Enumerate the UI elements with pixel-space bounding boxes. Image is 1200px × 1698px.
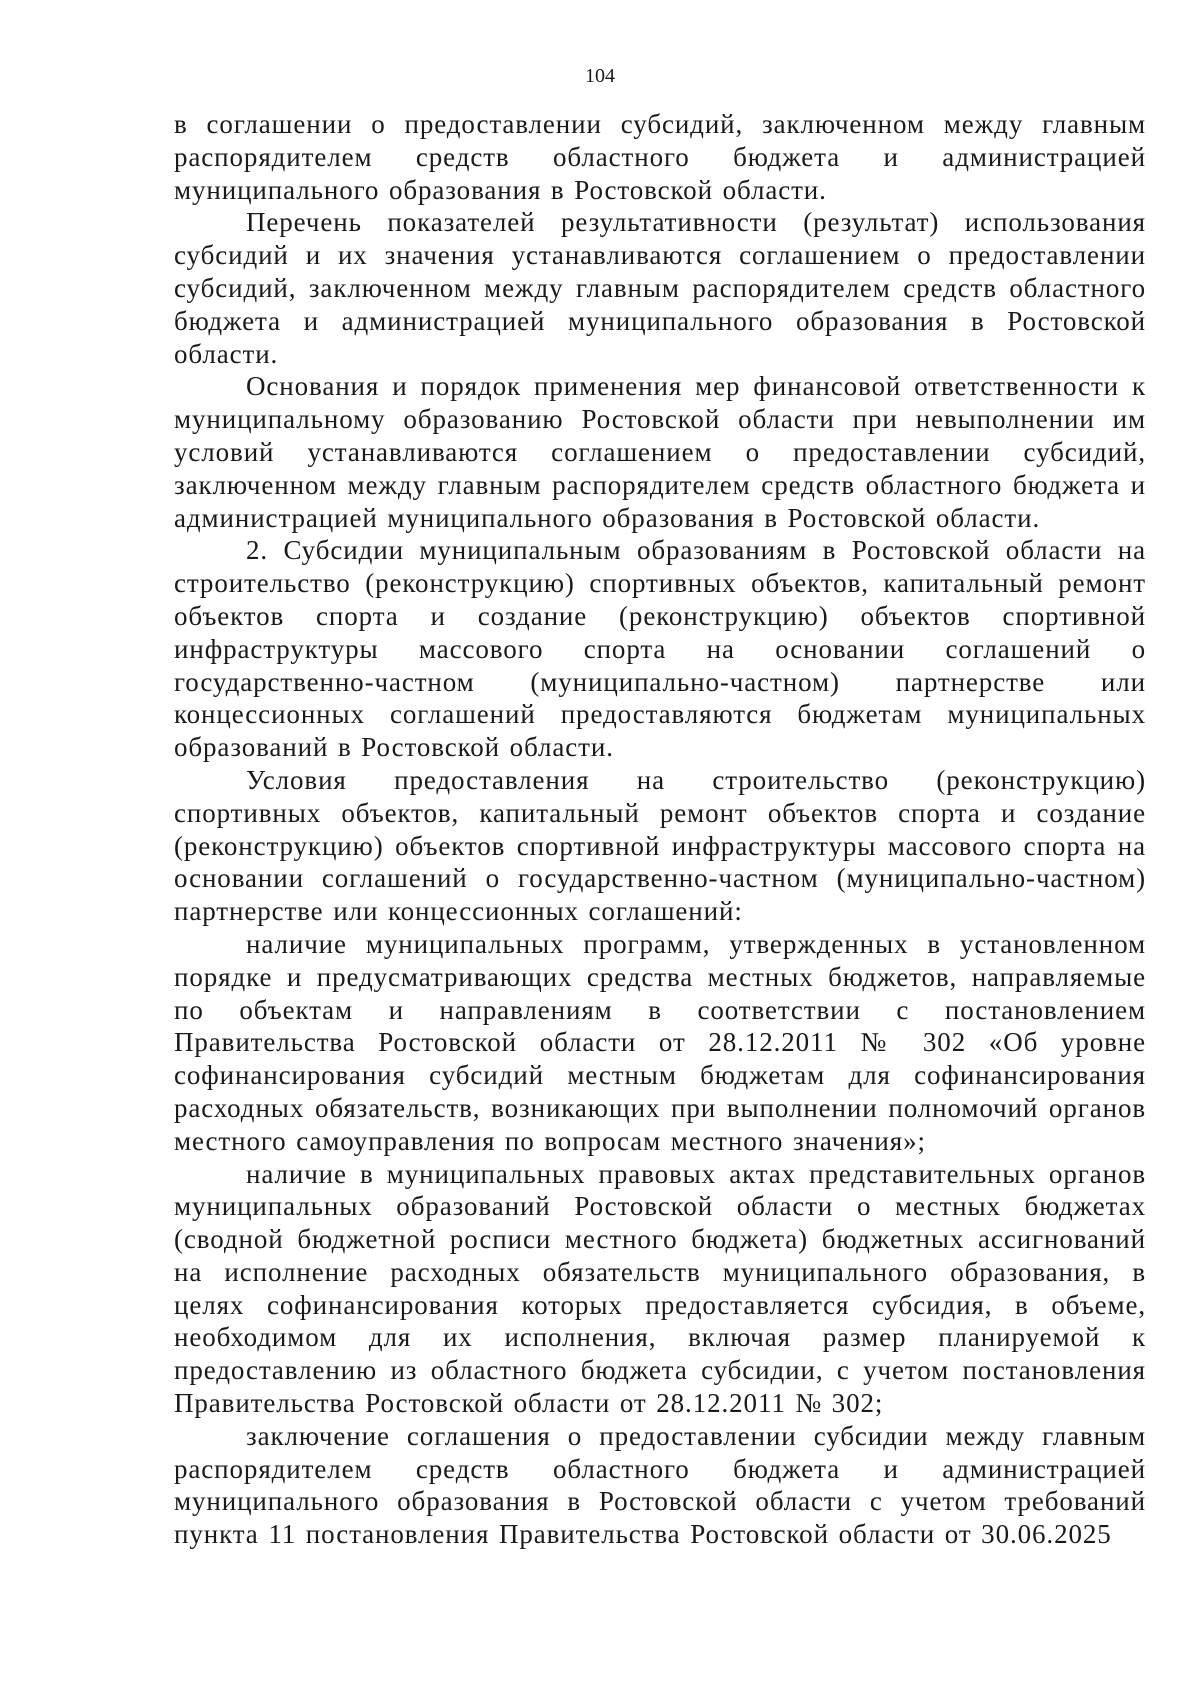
paragraph-financial-responsibility: Основания и порядок применения мер финансовой ответственности к муниципальному образованию Ростовской области при невыполнении им условий устанавливаются соглашением о предоставлении субсидий, заключенном между главным распорядителем средств областного бюджета и администрацией муниципального образования в Ростовской области. — [174, 371, 1146, 533]
paragraph-condition-programs: наличие муниципальных программ, утвержденных в установленном порядке и предусматривающих средства местных бюджетов, направляемые по объектам и направлениям в соответствии с постановлением Правительства Ростовской области от 28.12.2011 № 302 «Об уровне софинансирования субсидий местным бюджетам для софинансирования расходных обязательств, возникающих при выполнении полномочий органов местного самоуправления по вопросам местного значения»; — [174, 928, 1146, 1156]
paragraph-condition-budget-allocations: наличие в муниципальных правовых актах представительных органов муниципальных образований Ростовской области о местных бюджетах (сводной бюджетной росписи местного бюджета) бюджетных ассигнований на исполнение расходных обязательств муниципального образования, в целях софинансирования которых предоставляется субсидия, в объеме, необходимом для их исполнения, включая размер планируемой к предоставлению из областного бюджета субсидии, с учетом постановления Правительства Ростовской области от 28.12.2011 № 302; — [174, 1158, 1146, 1419]
paragraph-conditions-heading: Условия предоставления на строительство (реконструкцию) спортивных объектов, капитальный ремонт объектов спорта и создание (реконструкцию) объектов спортивной инфраструктуры массового спорта на основании соглашений о государственно-частном (муниципально-частном) партнерстве или концессионных соглашений: — [174, 764, 1146, 927]
page-number: 104 — [585, 65, 615, 87]
paragraph-performance-indicators: Перечень показателей результативности (результат) использования субсидий и их значения устанавливаются соглашением о предоставлении субсидий, заключенном между главным распорядителем средств областного бюджета и администрацией муниципального образования в Ростовской области. — [174, 207, 1146, 369]
document-body — [174, 108, 1146, 1551]
paragraph-section-2: 2. Субсидии муниципальным образованиям в Ростовской области на строительство (реконструкцию) спортивных объектов, капитальный ремонт объектов спорта и создание (реконструкцию) объектов спортивной инфраструктуры массового спорта на основании соглашений о государственно-частном (муниципально-частном) партнерстве или концессионных соглашений предоставляются бюджетам муниципальных образований в Ростовской области. — [174, 535, 1146, 763]
paragraph-condition-agreement: заключение соглашения о предоставлении субсидии между главным распорядителем средств областного бюджета и администрацией муниципального образования в Ростовской области с учетом требований пункта 11 постановления Правительства Ростовской области от 30.06.2025 — [174, 1420, 1146, 1550]
paragraph-continuation: в соглашении о предоставлении субсидий, заключенном между главным распорядителем средств областного бюджета и администрацией муниципального образования в Ростовской области. — [174, 109, 1146, 205]
